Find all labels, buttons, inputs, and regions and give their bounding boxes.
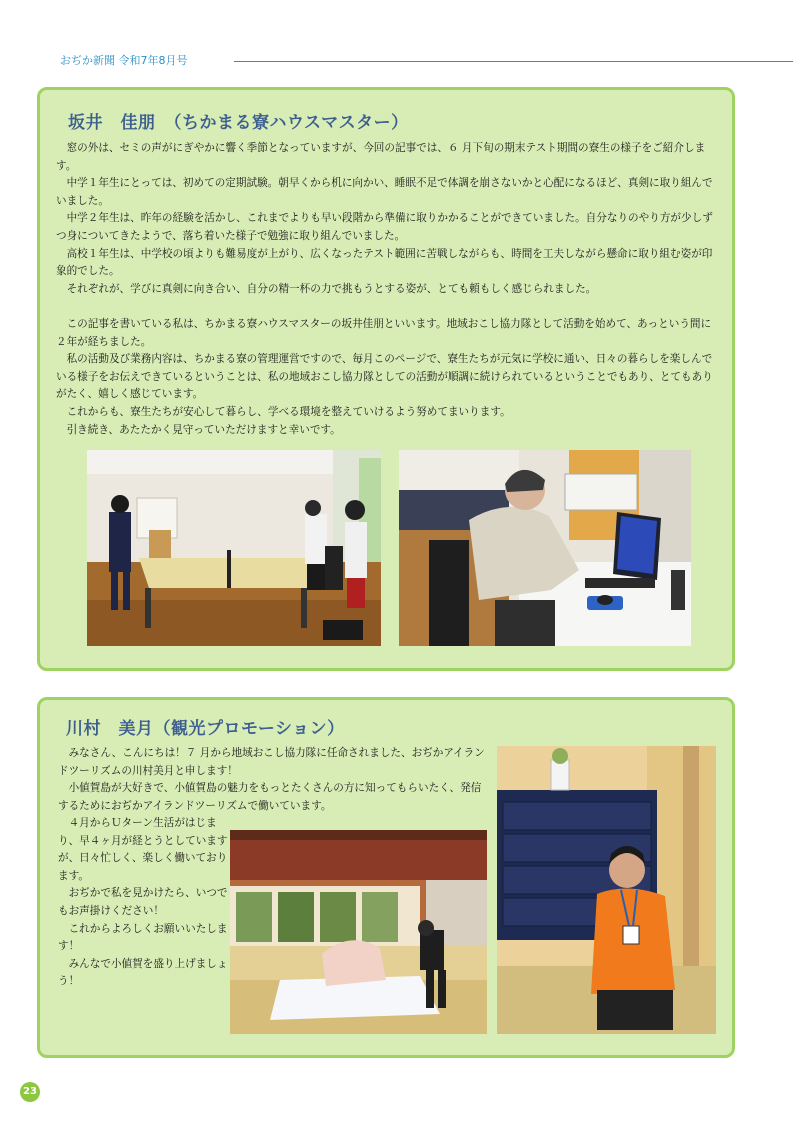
paragraph: これからも、寮生たちが安心して暮らし、学べる環境を整えていけるよう努めてまいります。 xyxy=(66,405,511,418)
photo-table-tennis-room xyxy=(87,450,381,646)
paragraph: ４月からＵターン生活がはじまり、早４ヶ月が経とうとしていますが、日々忙しく、楽しく働いております。 xyxy=(58,817,228,882)
paragraph: みんなで小値賀を盛り上げましょう！ xyxy=(58,957,228,988)
article-kawamura-panel xyxy=(37,697,735,1058)
paragraph: 中学２年生は、昨年の経験を活かし、これまでよりも早い段階から準備に取りかかることができていました。自分なりのやり方が少しずつ身についてきたようで、落ち着いた様子で勉強に取り組んでいました。 xyxy=(56,212,713,242)
header-rule xyxy=(234,61,793,62)
photo-tatami-futon-room xyxy=(230,830,487,1034)
paragraph: 中学１年生にとっては、初めての定期試験。朝早くから机に向かい、睡眠不足で体調を崩さないかと心配になるほど、真剣に取り組んでいました。 xyxy=(56,177,713,207)
photo-office-desk xyxy=(399,450,691,646)
article-kawamura-side-text xyxy=(58,815,234,991)
article-sakai-title: 坂井 佳朋 （ちかまる寮ハウスマスター） xyxy=(68,113,409,133)
page-number-badge: 23 xyxy=(20,1082,40,1102)
paragraph: 窓の外は、セミの声がにぎやかに響く季節となっていますが、今回の記事では、６ 月下旬の期末テスト期間の寮生の様子をご紹介します。 xyxy=(56,142,706,172)
paragraph: 高校１年生は、中学校の頃よりも難易度が上がり、広くなったテスト範囲に苦戦しながらも、時間を工夫しながら懸命に取り組む姿が印象的でした。 xyxy=(56,247,713,278)
paragraph: みなさん、こんにちは！７ 月から地域おこし協力隊に任命されました、おぢかアイランドツーリズムの川村美月と申します！ xyxy=(58,747,485,777)
paragraph: それぞれが、学びに真剣に向き合い、自分の精一杯の力で挑もうとする姿が、とても頼もしく感じられました。 xyxy=(66,282,597,295)
photo-woman-tatami-room xyxy=(497,746,716,1034)
article-kawamura-intro xyxy=(58,745,490,815)
paragraph: これからよろしくお願いいたします！ xyxy=(58,922,228,953)
article-sakai-panel xyxy=(37,87,735,671)
paragraph-spacer xyxy=(56,298,716,316)
paragraph: この記事を書いている私は、ちかまる寮ハウスマスターの坂井佳朋といいます。地域おこし協力隊として活動を始めて、あっという間に２年が経ちました。 xyxy=(56,317,712,348)
article-sakai-body xyxy=(56,140,716,439)
article-kawamura-title: 川村 美月（観光プロモーション） xyxy=(66,719,345,739)
paragraph: 小値賀島が大好きで、小値賀島の魅力をもっとたくさんの方に知ってもらいたく、発信するためにおぢかアイランドツーリズムで働いています。 xyxy=(58,782,482,812)
page-header xyxy=(60,52,740,70)
paragraph: 私の活動及び業務内容は、ちかまる寮の管理運営ですので、毎月このページで、寮生たちが元気に学校に通い、日々の暮らしを楽しんでいる様子をお伝えできているということは、私の地域おこし協力隊としての活動が順調に続けられているということでもあり、とてもありがたく、嬉しく感じています。 xyxy=(56,353,713,401)
newsletter-issue-label: おぢか新聞 令和7年8月号 xyxy=(60,54,188,67)
paragraph: 引き続き、あたたかく見守っていただけますと幸いです。 xyxy=(66,423,341,436)
paragraph: おぢかで私を見かけたら、いつでもお声掛けください！ xyxy=(58,887,228,917)
